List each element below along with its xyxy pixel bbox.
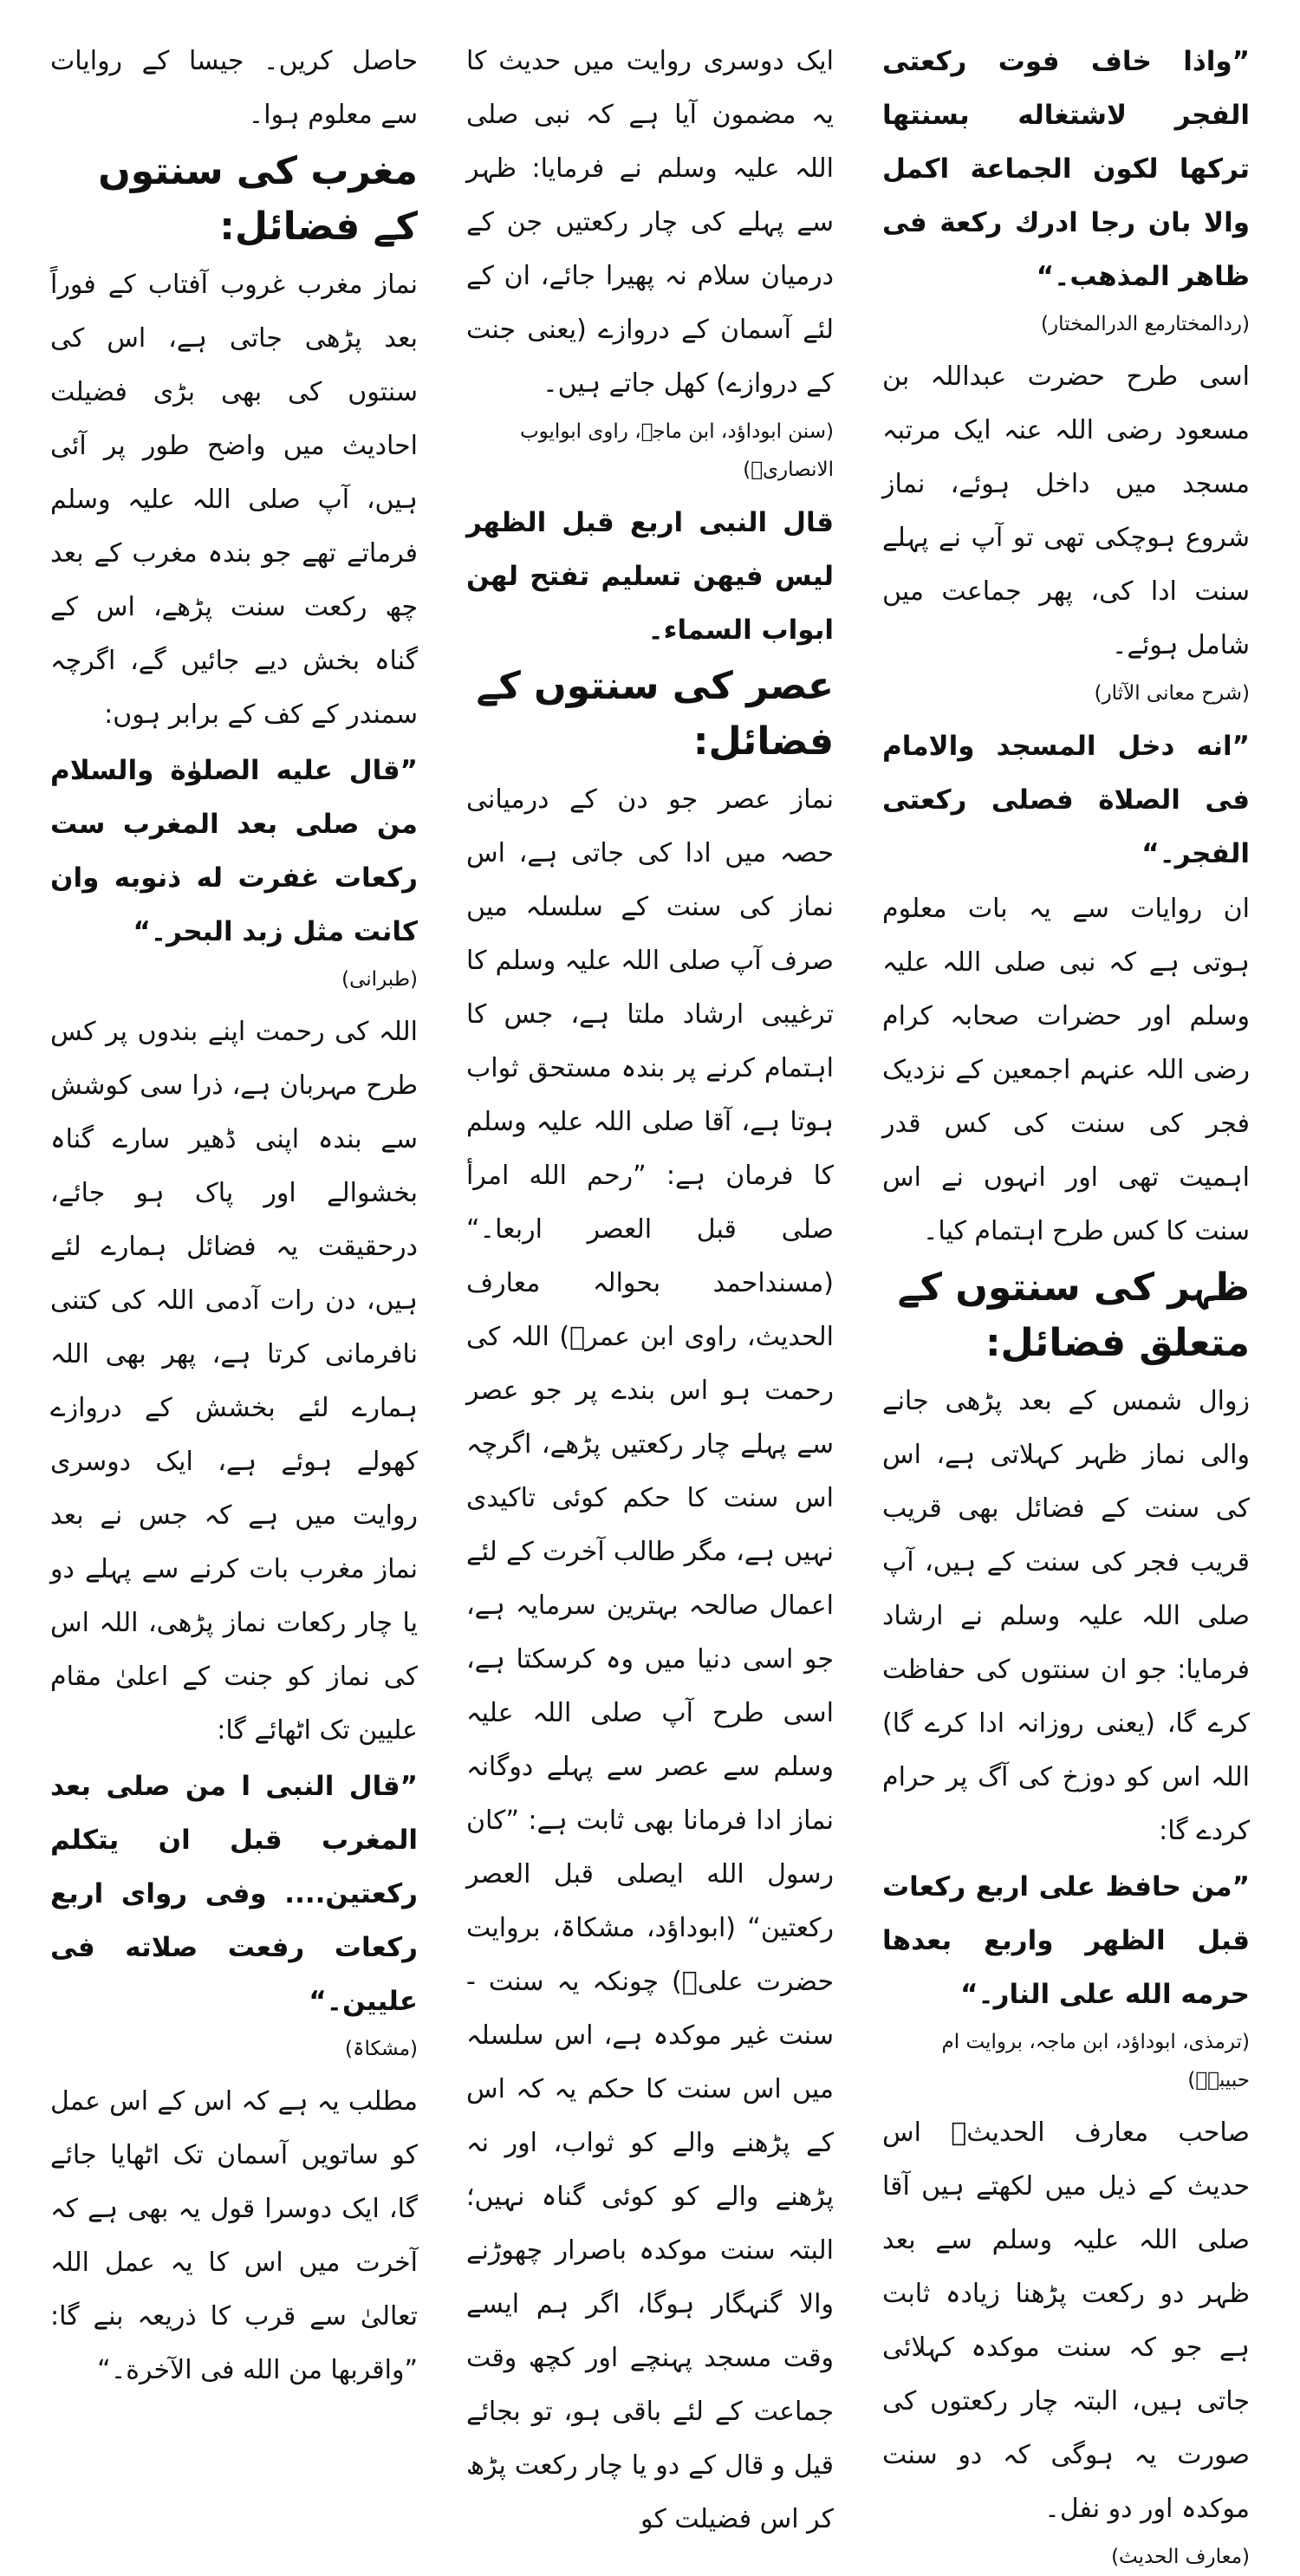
citation: (سنن ابوداؤد، ابن ماجہ، راوی ابوایوب الانصاریؓ)	[519, 420, 834, 481]
paragraph: اللہ کی رحمت اپنے بندوں پر کس طرح مہربان ہے، ذرا سی کوشش سے بندہ اپنی ڈھیر سارے گناہ بخشوالے اور پاک ہو جائے، درحقیقت یہ فضائل ہمارے لئے ہیں، دن رات آدمی اللہ کی کتنی نافرمانی کرتا ہے، پھر بھی اللہ ہمارے لئے بخشش کے دروازے کھولے ہوئے ہے، ایک دوسری روایت میں ہے کہ جس نے بعد نماز مغرب بات کرنے سے پہلے دو یا چار رکعات نماز پڑھی، اللہ اس کی نماز کو جنت کے اعلیٰ مقام علیین تک اٹھائے گا:	[50, 1017, 418, 1746]
paragraph: ایک دوسری روایت میں حدیث کا یہ مضمون آیا ہے کہ نبی صلی اللہ علیہ وسلم نے فرمایا: ظہر سے پہلے کی چار رکعتیں جن کے درمیان سلام نہ پھیرا جائے، ان کے لئے آسمان کے دروازے (یعنی جنت کے دروازے) کھل جاتے ہیں۔	[466, 46, 834, 399]
text-column-middle	[442, 35, 858, 2534]
arabic-quote: ”قال عليه الصلوٰة والسلام من صلى بعد المغرب ست ركعات غفرت له ذنوبه وان كانت مثل زبد البحر۔“	[50, 755, 418, 947]
paragraph: زوال شمس کے بعد پڑھی جانے والی نماز ظہر کہلاتی ہے، اس کی سنت کے فضائل بھی قریب قریب فجر کی سنت کے ہیں، آپ صلی اللہ علیہ وسلم نے ارشاد فرمایا: جو ان سنتوں کی حفاظت کرے گا، (یعنی روزانہ ادا کرے گا) اللہ اس کو دوزخ کی آگ پر حرام کردے گا:	[882, 1386, 1250, 1846]
paragraph: اسی طرح حضرت عبداللہ بن مسعود رضی اللہ عنہ ایک مرتبہ مسجد میں داخل ہوئے، نماز شروع ہوچکی تھی تو آپ نے پہلے سنت ادا کی، پھر جماعت میں شامل ہوئے۔	[882, 361, 1250, 660]
text-column-left	[26, 35, 442, 2385]
arabic-quote: ”واذا خاف فوت ركعتى الفجر لاشتغاله بسنتها تركها لكون الجماعة اكمل والا بان رجا ادرك ركعة فى ظاهر المذهب۔“	[882, 46, 1250, 292]
paragraph: مطلب یہ ہے کہ اس کے اس عمل کو ساتویں آسمان تک اٹھایا جائے گا، ایک دوسرا قول یہ بھی ہے کہ آخرت میں اس کا یہ عمل اللہ تعالیٰ سے قرب کا ذریعہ بنے گا: ”واقربها من الله فى الآخرة۔“	[50, 2086, 418, 2385]
citation: (طبرانی)	[341, 968, 418, 991]
citation: (مشکاۃ)	[345, 2038, 418, 2060]
citation: (معارف الحدیث)	[1111, 2546, 1250, 2568]
arabic-quote: ”من حافظ على اربع ركعات قبل الظهر واربع بعدها حرمه الله على النار۔“	[882, 1871, 1250, 2010]
text-column-right	[858, 35, 1274, 2568]
paragraph: نماز عصر جو دن کے درمیانی حصہ میں ادا کی جاتی ہے، اس نماز کی سنت کے سلسلہ میں صرف آپ صلی اللہ علیہ وسلم کا ترغیبی ارشاد ملتا ہے، جس کا اہتمام کرنے پر بندہ مستحق ثواب ہوتا ہے، آقا صلی اللہ علیہ وسلم کا فرمان ہے: ”رحم الله امرأ صلى قبل العصر اربعا۔“ (مسنداحمد بحوالہ معارف الحدیث، راوی ابن عمرؓ) اللہ کی رحمت ہو اس بندے پر جو عصر سے پہلے چار رکعتیں پڑھے، اگرچہ اس سنت کا حکم کوئی تاکیدی نہیں ہے، مگر طالب آخرت کے لئے اعمال صالحہ بہترین سرمایہ ہے، جو اسی دنیا میں وہ کرسکتا ہے، اسی طرح آپ صلی اللہ علیہ وسلم سے عصر سے پہلے دوگانہ نماز ادا فرمانا بھی ثابت ہے: ”كان رسول الله ايصلى قبل العصر ركعتين“ (ابوداؤد، مشکاۃ، بروایت حضرت علیؓ) چونکہ یہ سنت - سنت غیر موکدہ ہے، اس سلسلہ میں اس سنت کا حکم یہ کہ اس کے پڑھنے والے کو ثواب، اور نہ پڑھنے والے کو کوئی گناہ نہیں؛ البتہ سنت موکدہ باصرار چھوڑنے والا گنہگار ہوگا، اگر ہم ایسے وقت مسجد پہنچے اور کچھ وقت جماعت کے لئے باقی ہو، تو بجائے قیل و قال کے دو یا چار رکعت پڑھ کر اس فضیلت کو	[466, 784, 834, 2534]
arabic-quote: ”انه دخل المسجد والامام فى الصلاة فصلى ركعتى الفجر۔“	[882, 731, 1250, 869]
citation: (ترمذی، ابوداؤد، ابن ماجہ، بروایت ام حبیبہؓ)	[941, 2031, 1250, 2091]
paragraph: نماز مغرب غروب آفتاب کے فوراً بعد پڑھی جاتی ہے، اس کی سنتوں کی بھی بڑی فضیلت احادیث میں واضح طور پر آئی ہیں، آپ صلی اللہ علیہ وسلم فرماتے تھے جو بندہ مغرب کے بعد چھ رکعت سنت پڑھے، اس کے گناہ بخش دیے جائیں گے، اگرچہ سمندر کے کف کے برابر ہوں:	[50, 270, 418, 730]
paragraph: صاحب معارف الحدیثؒ اس حدیث کے ذیل میں لکھتے ہیں آقا صلی اللہ علیہ وسلم سے بعد ظہر دو رکعت پڑھنا زیادہ ثابت ہے جو کہ سنت موکدہ کہلائی جاتی ہیں، البتہ چار رکعتوں کی صورت یہ ہوگی کہ دو سنت موکدہ اور دو نفل۔	[882, 2117, 1250, 2524]
citation: (شرح معانی الآثار)	[1094, 682, 1250, 705]
arabic-quote: قال النبى اربع قبل الظهر ليس فيهن تسليم تفتح لهن ابواب السماء۔	[466, 507, 834, 646]
paragraph: حاصل کریں۔ جیسا کے روایات سے معلوم ہوا۔	[50, 46, 418, 130]
section-heading: ظہر کی سنتوں کے متعلق فضائل:	[897, 1265, 1250, 1365]
paragraph: ان روایات سے یہ بات معلوم ہوتی ہے کہ نبی صلی اللہ علیہ وسلم اور حضرات صحابہ کرام رضی اللہ عنہم اجمعین کے نزدیک فجر کی سنت کی کس قدر اہمیت تھی اور انہوں نے اس سنت کا کس طرح اہتمام کیا۔	[882, 894, 1250, 1246]
arabic-quote: ”قال النبى ا من صلى بعد المغرب قبل ان يتكلم ركعتين.... وفى رواى اربع ركعات رفعت صلاته فى عليين۔“	[50, 1771, 418, 2017]
section-heading: عصر کی سنتوں کے فضائل:	[476, 664, 834, 764]
citation: (ردالمختارمع الدرالمختار)	[1041, 313, 1250, 335]
section-heading: مغرب کی سنتوں کے فضائل:	[98, 149, 418, 249]
